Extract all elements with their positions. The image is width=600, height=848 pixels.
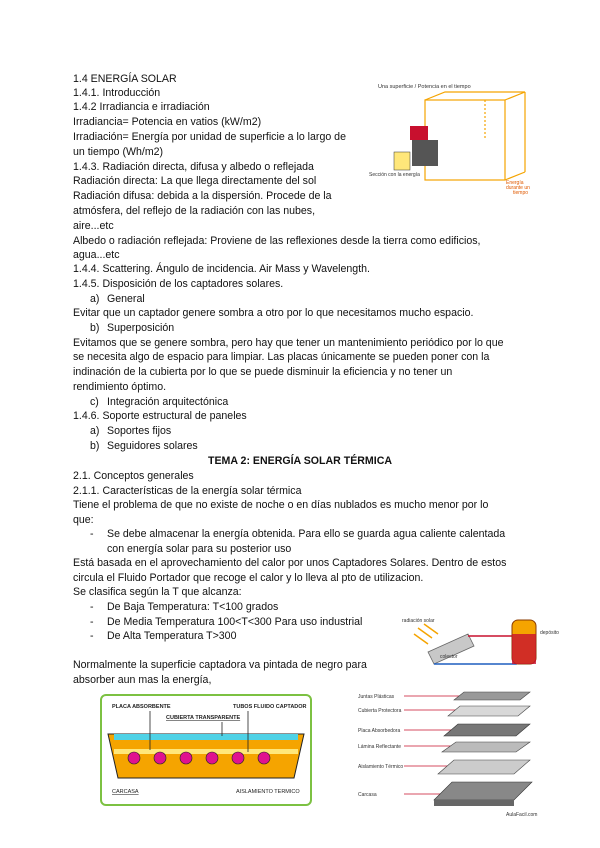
- transparent-cover: [114, 734, 298, 740]
- image-credit: AulaFacil.com: [506, 812, 538, 818]
- dark-block: [412, 140, 438, 166]
- list-marker: -: [90, 616, 94, 628]
- label-fluid-tubes: TUBOS FLUIDO CAPTADOR: [233, 704, 307, 710]
- text-line: Está basada en el aprovechamiento del calor por unos Captadores Solares. Dentro de estos: [73, 557, 507, 569]
- exploded-label-3: Placa Absorbedora: [358, 728, 401, 734]
- list-item: Integración arquitectónica: [107, 396, 229, 408]
- cube-wireframe: [425, 92, 525, 180]
- label-casing: CARCASA: [112, 789, 139, 795]
- collector-cross-section-figure: [100, 694, 312, 806]
- layer-absorber: [444, 724, 530, 736]
- list-item: De Media Temperatura 100<T<300 Para uso industrial: [107, 616, 363, 628]
- text-line: Evitamos que se genere sombra, pero hay que tener un mantenimiento periódico por lo que: [73, 337, 504, 349]
- list-item: Superposición: [107, 322, 175, 334]
- exploded-label-1: Juntas Plásticas: [358, 694, 395, 700]
- list-marker: b): [90, 322, 100, 334]
- system-collector-label: colector: [440, 654, 458, 660]
- exploded-label-2: Cubierta Protectora: [358, 708, 402, 714]
- exploded-label-5: Aislamiento Térmico: [358, 764, 404, 770]
- text-line: 1.4.5. Disposición de los captadores solares.: [73, 278, 284, 290]
- list-marker: -: [90, 601, 94, 613]
- text-line: Tiene el problema de que no existe de noche o en días nublados es mucho menor por lo: [73, 499, 489, 511]
- cube-label-right-3: tiempo: [513, 190, 529, 196]
- layer-casing: [434, 782, 532, 800]
- list-marker: a): [90, 425, 100, 437]
- hot-pipe: [468, 628, 516, 636]
- text-line: Irradiancia= Potencia en vatios (kW/m2): [73, 116, 262, 128]
- text-line: 1.4.3. Radiación directa, difusa y albedo o reflejada: [73, 161, 314, 173]
- tank-hot-layer: [512, 634, 536, 664]
- layer-gaskets: [454, 692, 530, 700]
- irradiance-cube-figure: [368, 80, 530, 196]
- text-line: indinación de la cubierta por lo que se puede disminuir la eficiencia y no tener un: [73, 366, 453, 378]
- text-line: Evitar que un captador genere sombra a otro por lo que necesitamos mucho espacio.: [73, 307, 474, 319]
- text-line: Irradiación= Energía por unidad de superficie a lo largo de: [73, 131, 346, 143]
- text-line: circula el Fluido Portador que recoge el calor y lo lleva al pto de utilizacion.: [73, 572, 424, 584]
- exploded-collector-figure: [354, 686, 546, 818]
- list-marker: a): [90, 293, 100, 305]
- list-item: General: [107, 293, 145, 305]
- system-sun-label: radiación solar: [402, 618, 435, 624]
- text-line: Radiación directa: La que llega directamente del sol: [73, 175, 317, 187]
- list-marker: -: [90, 630, 94, 642]
- text-line: aire...etc: [73, 220, 114, 232]
- chapter-heading: TEMA 2: ENERGÍA SOLAR TÉRMICA: [207, 455, 393, 467]
- text-line: 1.4.1. Introducción: [73, 87, 161, 99]
- text-line: absorber aun mas la energía,: [73, 674, 212, 686]
- text-line: 1.4.6. Soporte estructural de paneles: [73, 410, 247, 422]
- text-line: Radiación difusa: debida a la dispersión. Procede de la: [73, 190, 332, 202]
- list-item: Se debe almacenar la energía obtenida. Para ello se guarda agua caliente calentada: [107, 528, 506, 540]
- list-marker: b): [90, 440, 100, 452]
- label-absorber-plate: PLACA ABSORBENTE: [112, 704, 171, 710]
- cube-label-right-2: durante un: [506, 185, 530, 191]
- list-item: Seguidores solares: [107, 440, 198, 452]
- text-line: Normalmente la superficie captadora va pintada de negro para: [73, 659, 367, 671]
- absorber-plate: [114, 749, 298, 754]
- text-line: rendimiento óptimo.: [73, 381, 167, 393]
- list-item: De Alta Temperatura T>300: [107, 630, 237, 642]
- text-line: con energía solar para su posterior uso: [107, 543, 292, 555]
- solar-thermal-system-figure: [398, 612, 560, 674]
- text-line: 1.4.2 Irradiancia e irradiación: [73, 101, 210, 113]
- red-block: [410, 126, 428, 140]
- text-line: agua...etc: [73, 249, 120, 261]
- text-line: Se clasifica según la T que alcanza:: [73, 586, 242, 598]
- exploded-label-6: Carcasa: [358, 792, 377, 798]
- yellow-block: [394, 152, 410, 170]
- exploded-label-4: Lámina Reflectante: [358, 744, 402, 750]
- cube-label-right-1: Energía: [506, 180, 524, 186]
- text-line: atmósfera, del reflejo de la radiación con las nubes,: [73, 205, 316, 217]
- layer-reflective: [442, 742, 530, 752]
- text-line: un tiempo (Wh/m2): [73, 146, 164, 158]
- layer-casing-side: [434, 800, 514, 806]
- text-line: que:: [73, 514, 94, 526]
- cube-caption: Una superficie / Potencia en el tiempo: [378, 84, 471, 90]
- text-line: Albedo o radiación reflejada: Proviene de las reflexiones desde la tierra como edificios,: [73, 235, 481, 247]
- label-transparent-cover: CUBIERTA TRANSPARENTE: [166, 715, 241, 721]
- list-item: Soportes fijos: [107, 425, 172, 437]
- text-line: se necesita algo de espacio para limpiar. Las placas únicamente se pueden poner con la: [73, 351, 490, 363]
- text-line: 1.4.4. Scattering. Ángulo de incidencia. Air Mass y Wavelength.: [73, 263, 370, 275]
- sun-rays: [414, 624, 438, 644]
- layer-cover: [448, 706, 530, 716]
- label-insulation: AISLAMIENTO TERMICO: [236, 789, 300, 795]
- text-line: 2.1.1. Características de la energía solar térmica: [73, 485, 302, 497]
- list-item: De Baja Temperatura: T<100 grados: [107, 601, 279, 613]
- section-title-1-4: 1.4 ENERGÍA SOLAR: [73, 73, 177, 85]
- list-marker: -: [90, 528, 94, 540]
- text-line: 2.1. Conceptos generales: [73, 470, 194, 482]
- list-marker: c): [90, 396, 99, 408]
- layer-insulation: [438, 760, 530, 774]
- cube-label-bottom: Sección con la energía: [369, 172, 420, 178]
- system-tank-label: depósito: [540, 630, 559, 636]
